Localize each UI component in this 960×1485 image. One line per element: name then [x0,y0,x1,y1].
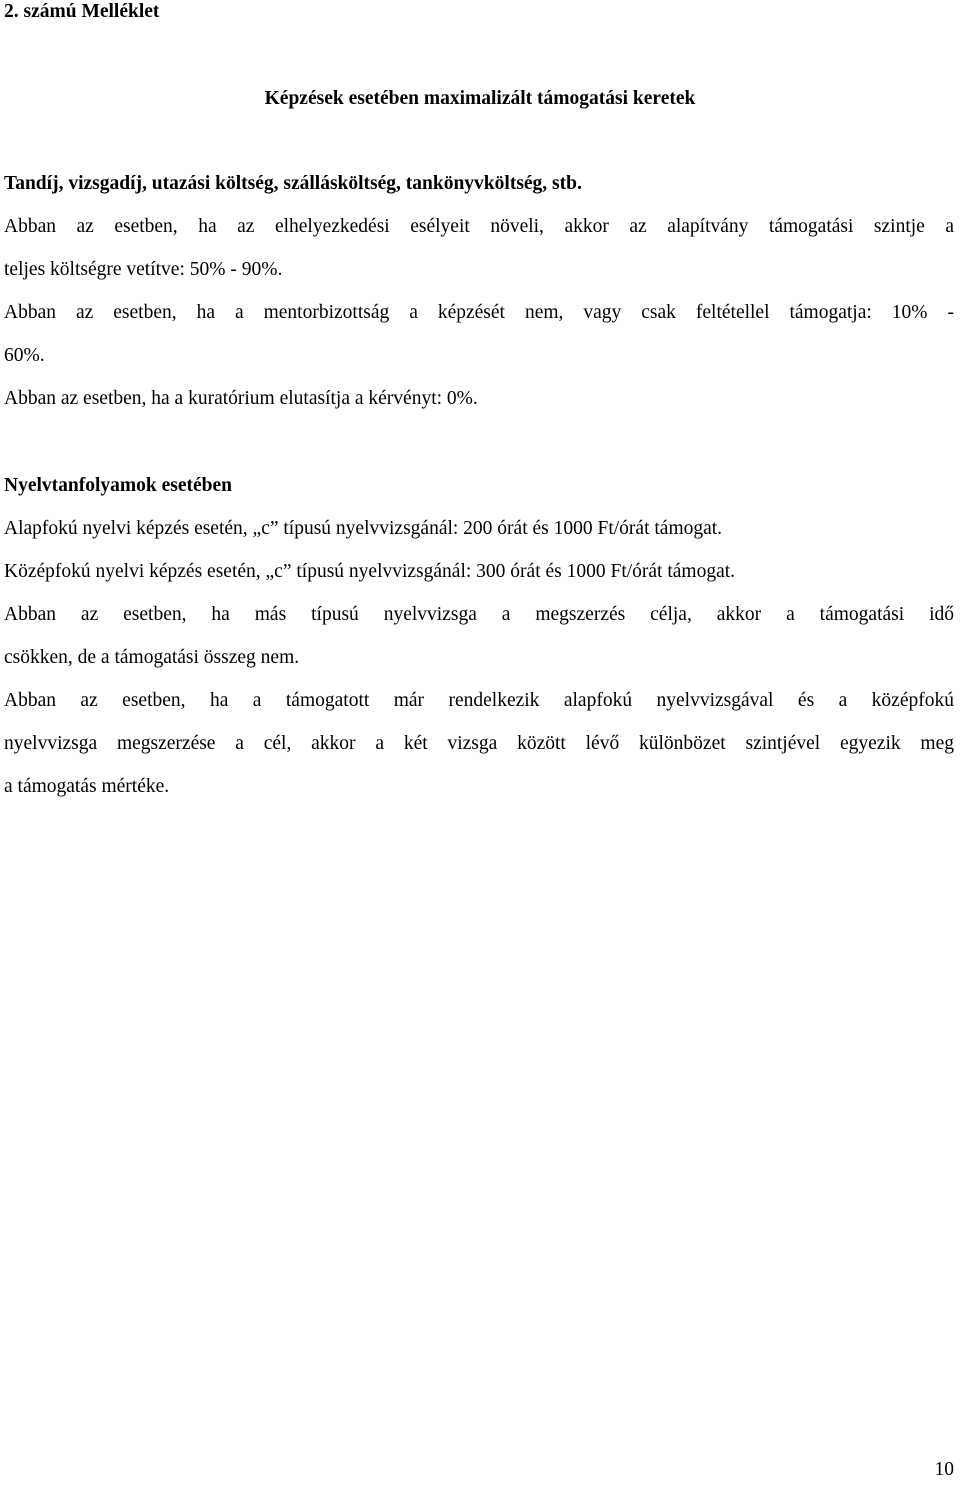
annex-label: 2. számú Melléklet [4,1,160,22]
section2-line-3: Abban az esetben, ha más típusú nyelvvizsga a megszerzés célja, akkor a támogatási idő [4,604,954,625]
section2-line-7: a támogatás mértéke. [4,776,170,797]
section1-line-3: Abban az esetben, ha a mentorbizottság a képzését nem, vagy csak feltétellel támogatja: 10% - [4,302,954,323]
section1-line-5: Abban az esetben, ha a kuratórium elutasítja a kérvényt: 0%. [4,388,478,409]
section1-line-4: 60%. [4,345,45,366]
page-title: Képzések esetében maximalizált támogatási keretek [264,88,696,109]
page-number: 10 [934,1459,954,1480]
section2-line-6: nyelvvizsga megszerzése a cél, akkor a két vizsga között lévő különbözet szintjével egyezik meg [4,733,954,754]
section2-line-5: Abban az esetben, ha a támogatott már rendelkezik alapfokú nyelvvizsgával és a középfokú [4,690,954,711]
section2-heading: Nyelvtanfolyamok esetében [4,475,233,496]
section1-line-1: Abban az esetben, ha az elhelyezkedési esélyeit növeli, akkor az alapítvány támogatási szintje a [4,216,954,237]
section2-line-2: Középfokú nyelvi képzés esetén, „c” típusú nyelvvizsgánál: 300 órát és 1000 Ft/órát támogat. [4,561,736,582]
section2-line-1: Alapfokú nyelvi képzés esetén, „c” típusú nyelvvizsgánál: 200 órát és 1000 Ft/órát támogat. [4,518,723,539]
section2-line-4: csökken, de a támogatási összeg nem. [4,647,300,668]
section1-line-2: teljes költségre vetítve: 50% - 90%. [4,259,283,280]
section1-heading: Tandíj, vizsgadíj, utazási költség, szállásköltség, tankönyvköltség, stb. [4,173,582,194]
